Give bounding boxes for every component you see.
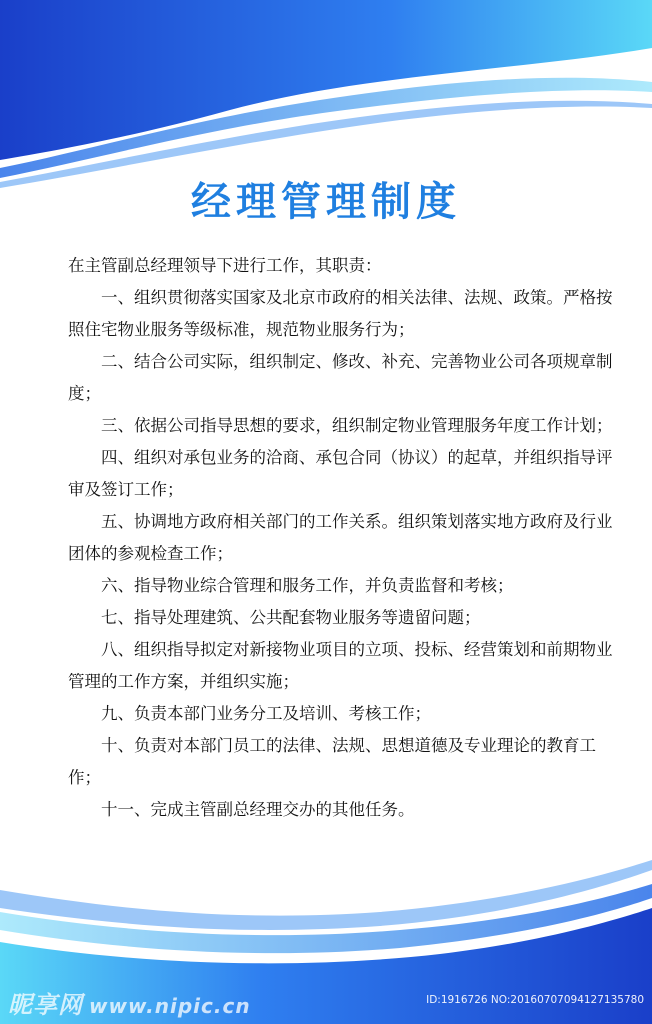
watermark-logo-text: 昵享网 [8,991,83,1019]
document-body [68,250,628,826]
watermark-url: www.nipic.cn [89,994,251,1018]
top-wave-decoration [0,0,652,190]
duty-item: 二、结合公司实际，组织制定、修改、补充、完善物业公司各项规章制度； [68,352,613,403]
duty-item: 十一、完成主管副总经理交办的其他任务。 [101,800,415,819]
duty-item: 六、指导物业综合管理和服务工作，并负责监督和考核； [101,576,514,595]
duty-item: 五、协调地方政府相关部门的工作关系。组织策划落实地方政府及行业团体的参观检查工作； [68,512,613,563]
nipic-watermark-logo [8,985,251,1020]
duty-item: 七、指导处理建筑、公共配套物业服务等遗留问题； [101,608,481,627]
duty-item: 三、依据公司指导思想的要求，组织制定物业管理服务年度工作计划； [101,416,613,435]
page-title: 经理管理制度 [191,179,461,225]
duty-item: 八、组织指导拟定对新接物业项目的立项、投标、经营策划和前期物业管理的工作方案，并组织实施； [68,640,613,691]
image-id-label: ID:1916726 NO:20160707094127135780 [426,994,644,1006]
duty-item: 一、组织贯彻落实国家及北京市政府的相关法律、法规、政策。严格按照住宅物业服务等级标准，规范物业服务行为； [68,288,613,339]
duty-item: 九、负责本部门业务分工及培训、考核工作； [101,704,431,723]
duty-item: 四、组织对承包业务的洽商、承包合同（协议）的起草，并组织指导评审及签订工作； [68,448,613,499]
intro-text: 在主管副总经理领导下进行工作，其职责： [68,256,382,275]
duty-item: 十、负责对本部门员工的法律、法规、思想道德及专业理论的教育工作； [68,736,596,787]
